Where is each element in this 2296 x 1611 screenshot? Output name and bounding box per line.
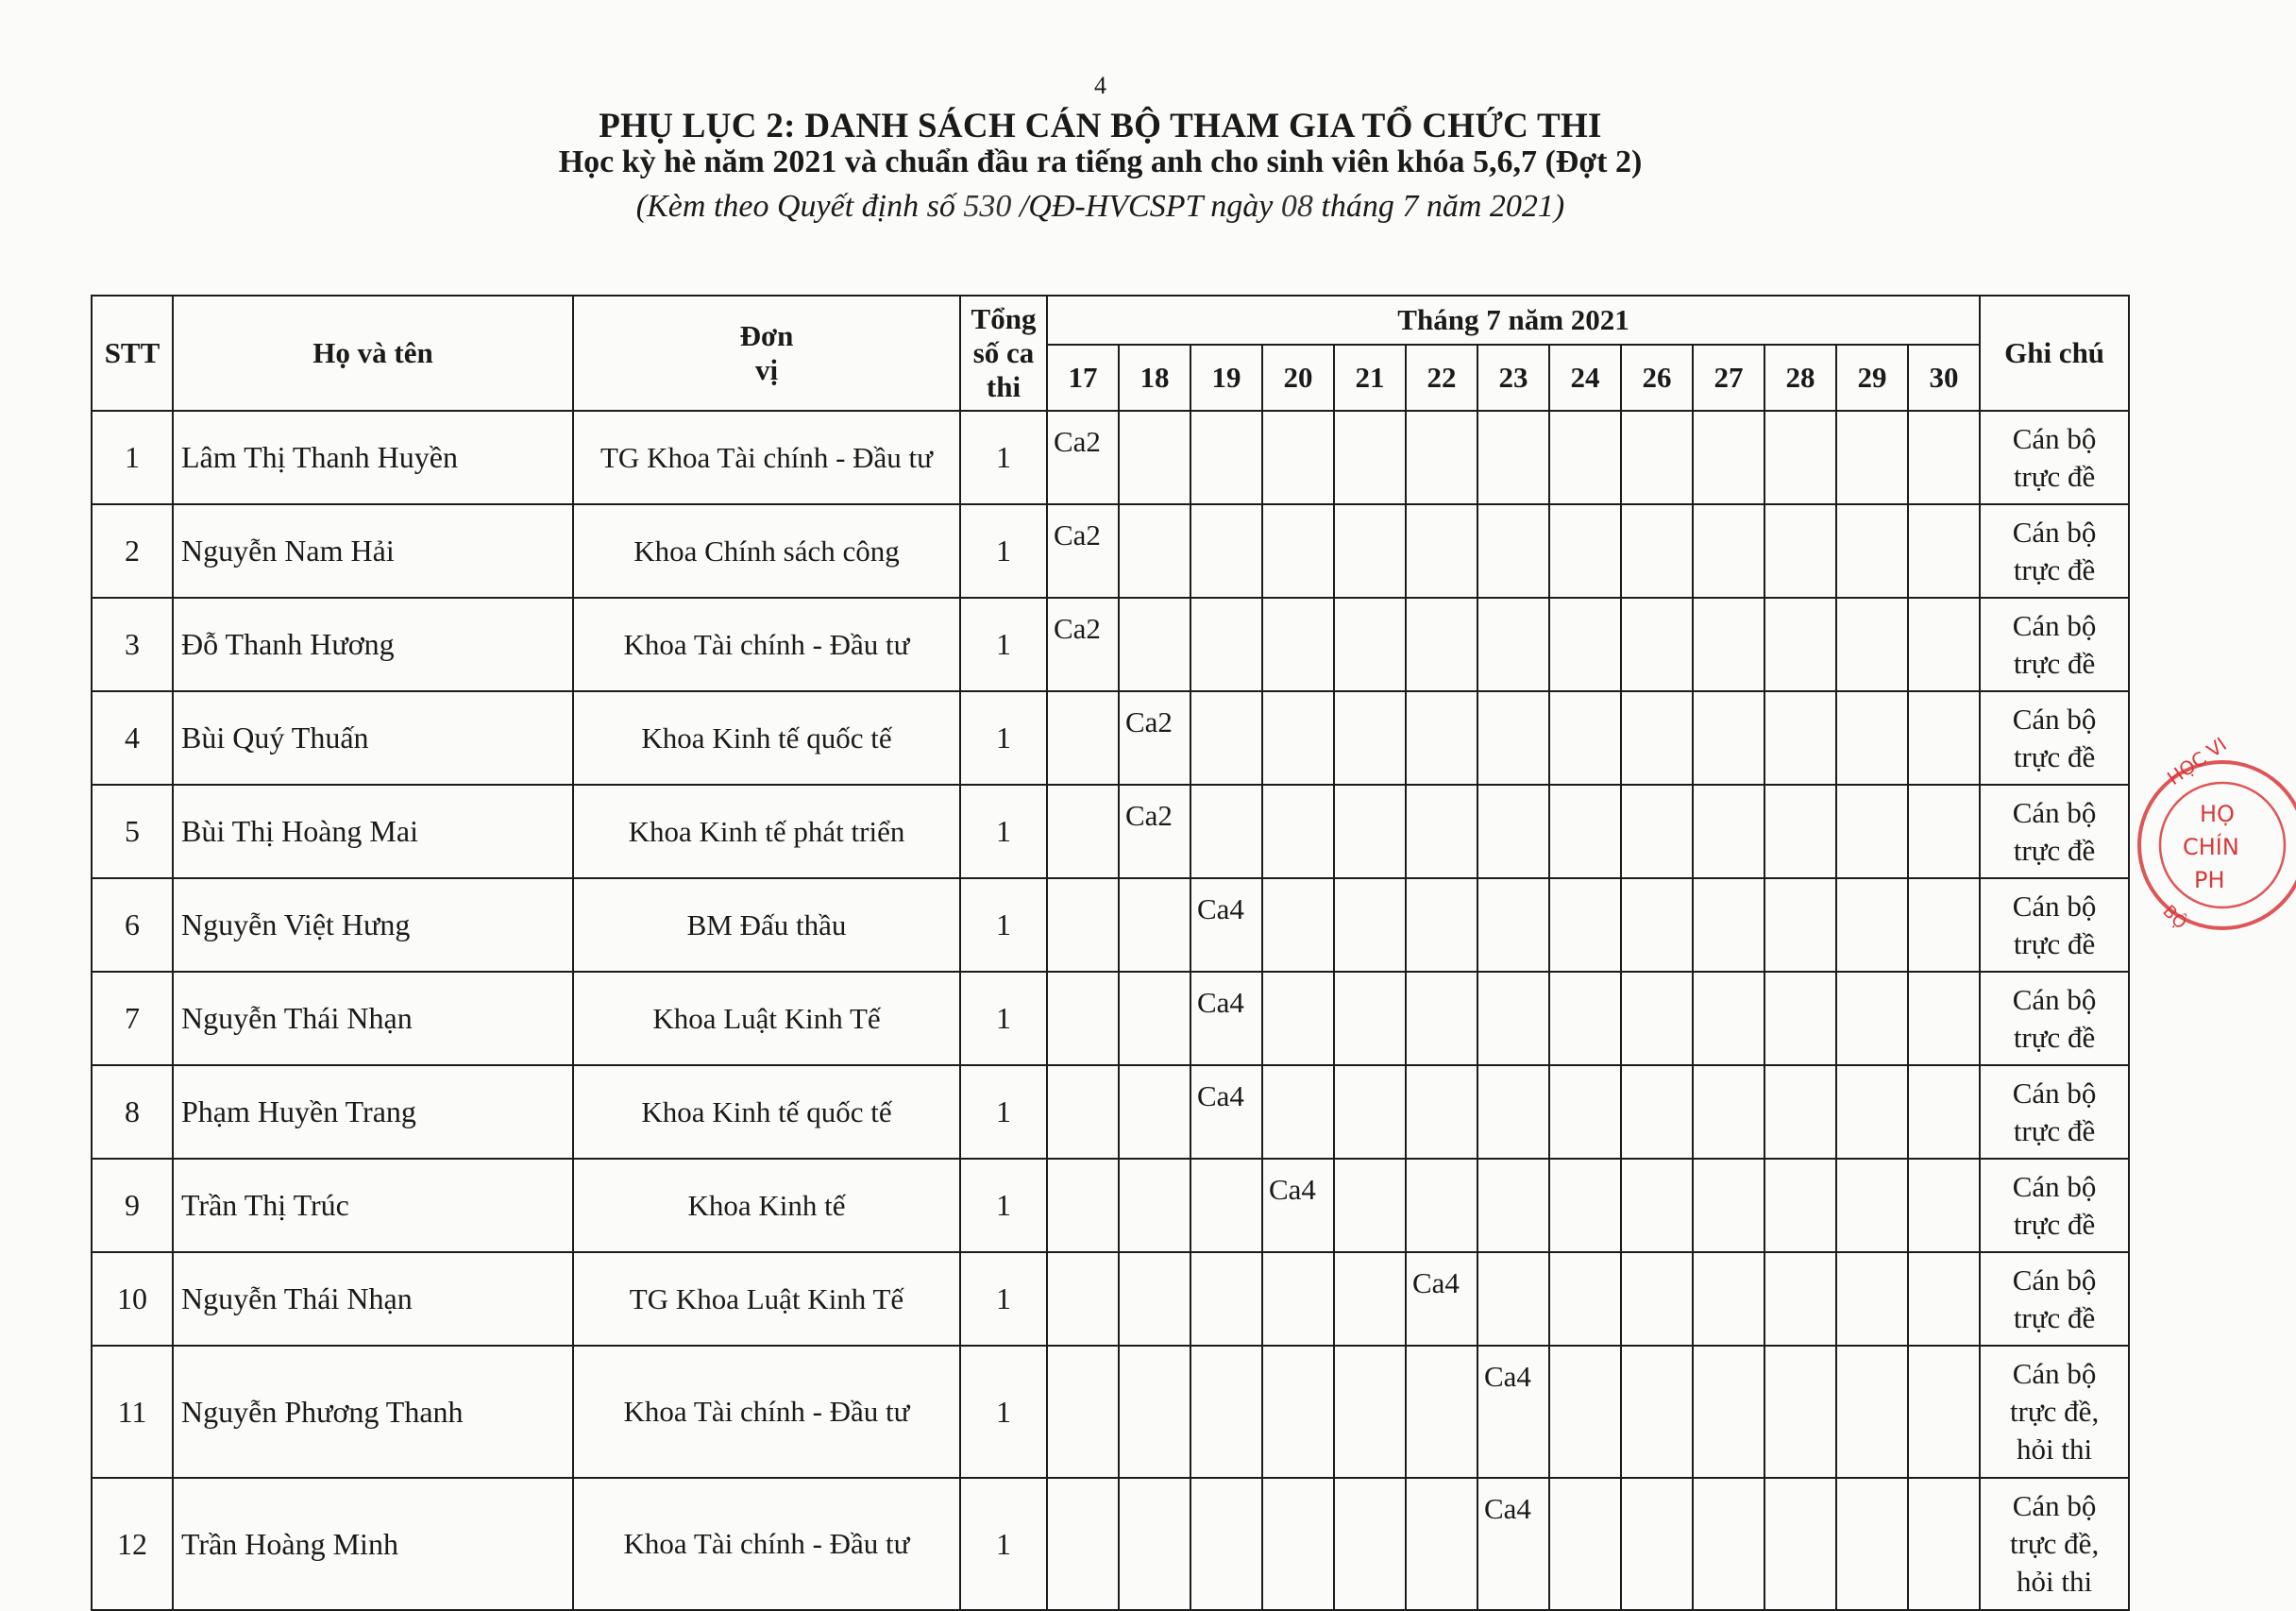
header-unit-line1: Đơn [739,319,794,352]
row-shift-cell [1764,1065,1836,1159]
row-unit: TG Khoa Luật Kinh Tế [573,1252,960,1346]
row-shift-cell [1334,972,1406,1065]
row-shift-cell [1406,691,1477,785]
row-shift-cell [1406,1159,1477,1252]
row-shift-cell [1621,1346,1693,1478]
row-stt: 4 [92,691,173,785]
row-shift-cell [1190,504,1262,598]
row-shift-cell: Ca4 [1477,1346,1549,1478]
row-shift-cell [1693,1252,1764,1346]
row-shift-cell [1119,1346,1190,1478]
document-title: PHỤ LỤC 2: DANH SÁCH CÁN BỘ THAM GIA TỔ CHỨC THI [599,107,1602,145]
row-note-line: Cán bộ [2012,1489,2097,1522]
row-note [1980,972,2129,1065]
row-shift-cell [1119,1252,1190,1346]
row-shift-cell [1693,411,1764,504]
row-shift-cell [1334,878,1406,972]
row-note [1980,1159,2129,1252]
row-shift-cell [1764,1478,1836,1610]
decision-day: 08 [1280,189,1313,224]
row-shift-cell [1621,785,1693,878]
row-note-line: Cán bộ [2012,1357,2097,1390]
row-shift-cell [1262,411,1334,504]
row-total: 1 [960,1478,1047,1610]
row-shift-cell [1764,598,1836,691]
table-row [92,1252,2129,1346]
row-shift-cell [1190,411,1262,504]
row-shift-cell [1406,598,1477,691]
row-shift-cell [1764,411,1836,504]
row-shift-cell [1190,785,1262,878]
row-shift-cell [1621,1478,1693,1610]
row-name: Trần Thị Trúc [173,1159,573,1252]
row-shift-cell [1621,1159,1693,1252]
row-shift-cell [1406,504,1477,598]
decision-prefix: (Kèm theo Quyết định số [635,189,964,224]
row-shift-cell: Ca2 [1047,504,1119,598]
row-shift-cell [1334,691,1406,785]
row-shift-cell [1334,504,1406,598]
row-shift-cell [1764,691,1836,785]
header-stt: STT [92,296,173,411]
row-shift-cell [1836,1159,1908,1252]
row-shift-cell [1908,691,1980,785]
staff-roster-table [91,295,2130,1611]
row-shift-cell [1119,1478,1190,1610]
row-name: Nguyễn Thái Nhạn [173,1252,573,1346]
row-stt: 1 [92,411,173,504]
svg-text:HỌ: HỌ [2200,801,2235,827]
row-shift-cell [1693,1346,1764,1478]
row-shift-cell [1477,411,1549,504]
row-shift-cell [1406,1478,1477,1610]
row-shift-cell [1908,785,1980,878]
row-note [1980,1252,2129,1346]
header-day: 30 [1908,345,1980,411]
row-shift-cell [1047,878,1119,972]
row-shift-cell [1621,411,1693,504]
row-note-line: trực đề [2013,739,2096,773]
row-shift-cell: Ca4 [1406,1252,1477,1346]
row-unit: Khoa Luật Kinh Tế [573,972,960,1065]
row-stt: 3 [92,598,173,691]
row-shift-cell [1334,1065,1406,1159]
row-shift-cell [1693,972,1764,1065]
row-name: Bùi Thị Hoàng Mai [173,785,573,878]
row-shift-cell [1836,1346,1908,1478]
row-shift-cell [1190,598,1262,691]
header-day: 22 [1406,345,1477,411]
header-day: 17 [1047,345,1119,411]
row-shift-cell [1119,1159,1190,1252]
row-shift-cell [1406,1346,1477,1478]
decision-middle: /QĐ-HVCSPT ngày [1011,189,1281,224]
row-name: Phạm Huyền Trang [173,1065,573,1159]
row-shift-cell [1047,1346,1119,1478]
row-shift-cell [1190,1252,1262,1346]
row-shift-cell [1262,878,1334,972]
row-shift-cell [1693,504,1764,598]
row-shift-cell [1334,785,1406,878]
row-unit: Khoa Chính sách công [573,504,960,598]
row-stt: 6 [92,878,173,972]
row-shift-cell [1836,1065,1908,1159]
row-shift-cell: Ca2 [1047,411,1119,504]
row-note [1980,691,2129,785]
row-shift-cell [1477,1252,1549,1346]
table-row [92,504,2129,598]
row-shift-cell [1836,1252,1908,1346]
svg-text:HỌC VI: HỌC VI [2163,732,2231,790]
header-month: Tháng 7 năm 2021 [1047,296,1980,345]
row-shift-cell [1908,1065,1980,1159]
row-note-line: Cán bộ [2012,515,2097,549]
row-shift-cell [1908,972,1980,1065]
row-shift-cell [1262,972,1334,1065]
row-shift-cell [1764,785,1836,878]
row-shift-cell [1406,411,1477,504]
row-total: 1 [960,598,1047,691]
row-shift-cell: Ca2 [1119,691,1190,785]
row-shift-cell [1190,1478,1262,1610]
row-shift-cell: Ca4 [1190,1065,1262,1159]
row-shift-cell [1836,785,1908,878]
row-note-line: trực đề, [2009,1395,2100,1428]
table-row [92,411,2129,504]
table-row [92,1065,2129,1159]
row-unit: Khoa Kinh tế quốc tế [573,691,960,785]
row-shift-cell [1477,878,1549,972]
row-total: 1 [960,691,1047,785]
row-shift-cell [1621,878,1693,972]
document-subtitle: Học kỳ hè năm 2021 và chuẩn đầu ra tiếng anh cho sinh viên khóa 5,6,7 (Đợt 2) [558,144,1643,179]
row-shift-cell [1190,691,1262,785]
row-note-line: trực đề [2013,552,2096,586]
row-name: Lâm Thị Thanh Huyền [173,411,573,504]
row-shift-cell [1908,1159,1980,1252]
row-shift-cell [1477,598,1549,691]
row-shift-cell [1047,1478,1119,1610]
row-stt: 5 [92,785,173,878]
row-shift-cell [1262,1065,1334,1159]
row-note-line: trực đề [2013,1300,2096,1334]
row-shift-cell [1908,878,1980,972]
row-note-line: hỏi thi [2017,1565,2093,1598]
row-shift-cell [1621,691,1693,785]
row-shift-cell [1549,1346,1621,1478]
row-unit: TG Khoa Tài chính - Đầu tư [573,411,960,504]
row-note-line: hỏi thi [2017,1433,2093,1466]
row-unit: Khoa Kinh tế quốc tế [573,1065,960,1159]
row-shift-cell: Ca2 [1119,785,1190,878]
row-stt: 12 [92,1478,173,1610]
header-day: 23 [1477,345,1549,411]
row-shift-cell [1047,1065,1119,1159]
row-unit: Khoa Kinh tế [573,1159,960,1252]
row-shift-cell [1334,411,1406,504]
row-note-line: trực đề [2013,1113,2096,1147]
row-shift-cell [1549,1065,1621,1159]
header-day: 24 [1549,345,1621,411]
row-note-line: Cán bộ [2012,1169,2097,1203]
row-shift-cell [1908,1346,1980,1478]
row-shift-cell [1836,504,1908,598]
row-shift-cell [1549,1159,1621,1252]
table-row [92,972,2129,1065]
table-row [92,1159,2129,1252]
header-day: 28 [1764,345,1836,411]
row-shift-cell [1764,1346,1836,1478]
header-name: Họ và tên [173,296,573,411]
row-note-line: Cán bộ [2012,421,2097,455]
row-shift-cell [1836,411,1908,504]
table-row [92,1346,2129,1478]
header-total [960,296,1047,411]
header-day: 27 [1693,345,1764,411]
row-total: 1 [960,1252,1047,1346]
red-seal-stamp [2136,727,2296,963]
row-name: Trần Hoàng Minh [173,1478,573,1610]
row-stt: 9 [92,1159,173,1252]
row-note [1980,1065,2129,1159]
row-shift-cell [1119,878,1190,972]
row-note-line: Cán bộ [2012,608,2097,642]
row-note-line: trực đề [2013,459,2096,493]
row-shift-cell [1549,1252,1621,1346]
row-shift-cell [1764,878,1836,972]
row-total: 1 [960,411,1047,504]
row-note-line: trực đề, [2009,1527,2100,1560]
table-row [92,691,2129,785]
row-total: 1 [960,878,1047,972]
row-shift-cell [1549,878,1621,972]
header-total-line1: Tổng [971,302,1037,335]
row-unit: Khoa Tài chính - Đầu tư [573,1346,960,1478]
row-shift-cell [1190,1346,1262,1478]
row-note-line: trực đề [2013,646,2096,680]
row-shift-cell: Ca4 [1190,878,1262,972]
row-note [1980,1346,2129,1478]
row-stt: 7 [92,972,173,1065]
row-shift-cell [1764,1252,1836,1346]
row-name: Nguyễn Thái Nhạn [173,972,573,1065]
row-note [1980,411,2129,504]
row-note-line: trực đề [2013,926,2096,960]
row-shift-cell [1477,785,1549,878]
row-shift-cell [1047,691,1119,785]
row-total: 1 [960,1346,1047,1478]
row-shift-cell [1908,598,1980,691]
row-shift-cell [1693,1065,1764,1159]
row-shift-cell [1047,785,1119,878]
row-shift-cell [1334,1159,1406,1252]
row-shift-cell [1908,1478,1980,1610]
row-shift-cell [1693,785,1764,878]
row-total: 1 [960,1159,1047,1252]
header-note: Ghi chú [1980,296,2129,411]
row-shift-cell [1190,1159,1262,1252]
row-shift-cell [1621,504,1693,598]
row-shift-cell [1764,504,1836,598]
row-total: 1 [960,504,1047,598]
row-unit: Khoa Kinh tế phát triển [573,785,960,878]
decision-reference [0,189,2201,225]
row-note-line: Cán bộ [2012,795,2097,829]
header-day: 20 [1262,345,1334,411]
row-shift-cell [1334,1346,1406,1478]
row-shift-cell [1406,972,1477,1065]
row-unit: BM Đấu thầu [573,878,960,972]
row-total: 1 [960,972,1047,1065]
row-shift-cell [1262,691,1334,785]
decision-number: 530 [963,189,1012,224]
row-shift-cell [1477,1159,1549,1252]
row-note [1980,878,2129,972]
row-unit: Khoa Tài chính - Đầu tư [573,598,960,691]
header-day: 18 [1119,345,1190,411]
svg-text:CHÍN: CHÍN [2183,834,2239,860]
row-shift-cell [1693,1159,1764,1252]
header-total-line3: thi [986,370,1021,403]
row-shift-cell [1836,878,1908,972]
svg-text:BỘ: BỘ [2158,901,2191,934]
row-shift-cell [1047,972,1119,1065]
row-shift-cell [1406,785,1477,878]
row-shift-cell [1836,972,1908,1065]
row-shift-cell [1047,1252,1119,1346]
row-note-line: Cán bộ [2012,889,2097,923]
row-stt: 2 [92,504,173,598]
row-note-line: Cán bộ [2012,702,2097,736]
row-note [1980,598,2129,691]
row-shift-cell [1693,1478,1764,1610]
row-shift-cell [1693,598,1764,691]
row-shift-cell: Ca4 [1190,972,1262,1065]
row-shift-cell [1764,972,1836,1065]
row-name: Nguyễn Việt Hưng [173,878,573,972]
row-shift-cell [1549,1478,1621,1610]
row-name: Nguyễn Phương Thanh [173,1346,573,1478]
row-unit: Khoa Tài chính - Đầu tư [573,1478,960,1610]
table-row [92,1478,2129,1610]
decision-suffix: tháng 7 năm 2021) [1312,189,1565,224]
row-shift-cell [1693,691,1764,785]
header-day: 29 [1836,345,1908,411]
header-day: 21 [1334,345,1406,411]
row-shift-cell [1549,972,1621,1065]
row-shift-cell [1119,411,1190,504]
row-total: 1 [960,785,1047,878]
row-shift-cell [1119,1065,1190,1159]
row-shift-cell [1621,1065,1693,1159]
roster-body [92,411,2129,1610]
row-shift-cell [1262,785,1334,878]
row-shift-cell [1119,972,1190,1065]
row-stt: 8 [92,1065,173,1159]
page-number: 4 [1094,72,1106,99]
row-shift-cell [1621,1252,1693,1346]
row-shift-cell [1119,504,1190,598]
row-shift-cell [1406,878,1477,972]
row-shift-cell [1477,972,1549,1065]
row-shift-cell [1334,1252,1406,1346]
row-shift-cell [1262,504,1334,598]
header-unit [573,296,960,411]
row-shift-cell [1549,411,1621,504]
row-shift-cell [1477,691,1549,785]
row-name: Nguyễn Nam Hải [173,504,573,598]
header-total-line2: số ca [972,336,1035,369]
row-shift-cell: Ca2 [1047,598,1119,691]
row-note-line: Cán bộ [2012,1076,2097,1110]
row-shift-cell [1908,504,1980,598]
row-shift-cell [1262,598,1334,691]
row-shift-cell [1621,972,1693,1065]
table-row [92,785,2129,878]
row-shift-cell [1621,598,1693,691]
header-day: 19 [1190,345,1262,411]
row-shift-cell [1764,1159,1836,1252]
row-shift-cell [1047,1159,1119,1252]
row-note [1980,1478,2129,1610]
row-stt: 11 [92,1346,173,1478]
row-name: Đỗ Thanh Hương [173,598,573,691]
header-day: 26 [1621,345,1693,411]
row-name: Bùi Quý Thuấn [173,691,573,785]
svg-text:PH: PH [2194,867,2225,893]
row-shift-cell: Ca4 [1262,1159,1334,1252]
row-shift-cell [1477,504,1549,598]
table-row [92,878,2129,972]
row-shift-cell [1549,785,1621,878]
row-note-line: trực đề [2013,1020,2096,1054]
row-shift-cell [1119,598,1190,691]
row-note [1980,504,2129,598]
row-shift-cell [1836,598,1908,691]
row-shift-cell [1334,598,1406,691]
row-shift-cell [1908,1252,1980,1346]
row-note-line: trực đề [2013,833,2096,867]
row-shift-cell [1334,1478,1406,1610]
row-note-line: trực đề [2013,1207,2096,1241]
row-shift-cell [1262,1252,1334,1346]
row-shift-cell [1549,598,1621,691]
row-total: 1 [960,1065,1047,1159]
row-stt: 10 [92,1252,173,1346]
row-note [1980,785,2129,878]
row-shift-cell [1549,691,1621,785]
row-shift-cell [1908,411,1980,504]
row-note-line: Cán bộ [2012,1263,2097,1297]
row-shift-cell: Ca4 [1477,1478,1549,1610]
row-shift-cell [1262,1478,1334,1610]
row-shift-cell [1693,878,1764,972]
row-shift-cell [1549,504,1621,598]
header-unit-line2: vị [754,353,779,386]
row-shift-cell [1477,1065,1549,1159]
row-note-line: Cán bộ [2012,982,2097,1016]
row-shift-cell [1836,1478,1908,1610]
row-shift-cell [1406,1065,1477,1159]
table-row [92,598,2129,691]
row-shift-cell [1836,691,1908,785]
row-shift-cell [1262,1346,1334,1478]
